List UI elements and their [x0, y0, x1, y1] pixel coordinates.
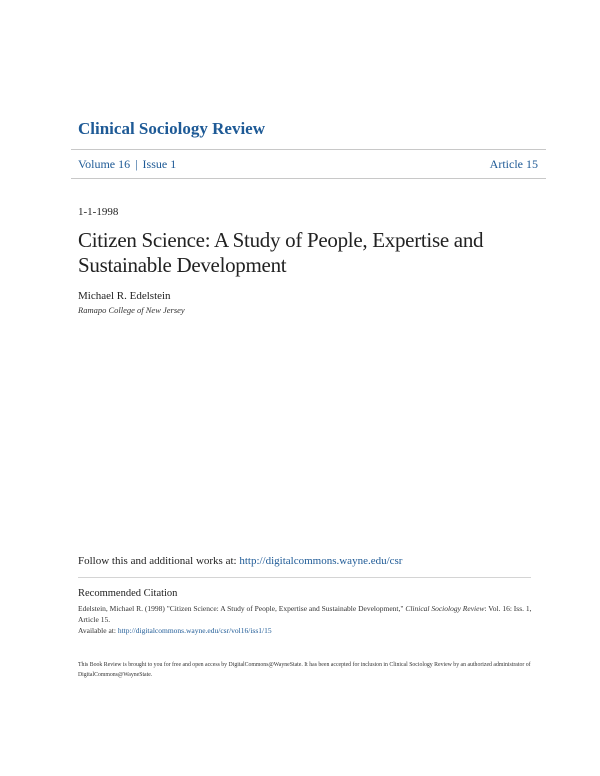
- follow-line: [78, 555, 402, 567]
- available-label: Available at:: [78, 626, 116, 635]
- article-link[interactable]: http://digitalcommons.wayne.edu/csr/vol16/iss1/15: [117, 626, 272, 635]
- volume-issue-line: [78, 157, 176, 172]
- author-name: Michael R. Edelstein: [78, 290, 171, 302]
- access-footer-note: This Book Review is brought to you for free and open access by DigitalCommons@WayneState. It has been accepted for inclusion in Clinical Sociology Review by an authorized administrator of DigitalCommons@WayneState.: [78, 662, 531, 678]
- journal-title[interactable]: Clinical Sociology Review: [78, 119, 265, 138]
- author-affiliation: Ramapo College of New Jersey: [78, 305, 185, 315]
- header-divider-top: [71, 149, 546, 150]
- citation-divider: [78, 577, 531, 578]
- recommended-citation-heading: Recommended Citation: [78, 588, 178, 599]
- follow-text: Follow this and additional works at:: [78, 555, 237, 567]
- header-divider-bottom: [71, 178, 546, 179]
- volume-issue-separator: |: [135, 157, 138, 171]
- citation-main: Edelstein, Michael R. (1998) "Citizen Science: A Study of People, Expertise and Sustainable Development,": [78, 604, 404, 613]
- volume-link[interactable]: Volume 16: [78, 157, 131, 171]
- collection-link[interactable]: http://digitalcommons.wayne.edu/csr: [239, 555, 403, 567]
- issue-link[interactable]: Issue 1: [142, 157, 177, 171]
- paper-title: Citizen Science: A Study of People, Expertise and Sustainable Development: [78, 228, 484, 277]
- citation-text: [78, 603, 533, 636]
- publication-date: 1-1-1998: [78, 206, 119, 218]
- article-number[interactable]: Article 15: [489, 157, 538, 171]
- citation-volume: : Vol. 16: Iss. 1, Article 15.: [78, 604, 532, 624]
- citation-journal: Clinical Sociology Review: [405, 604, 485, 613]
